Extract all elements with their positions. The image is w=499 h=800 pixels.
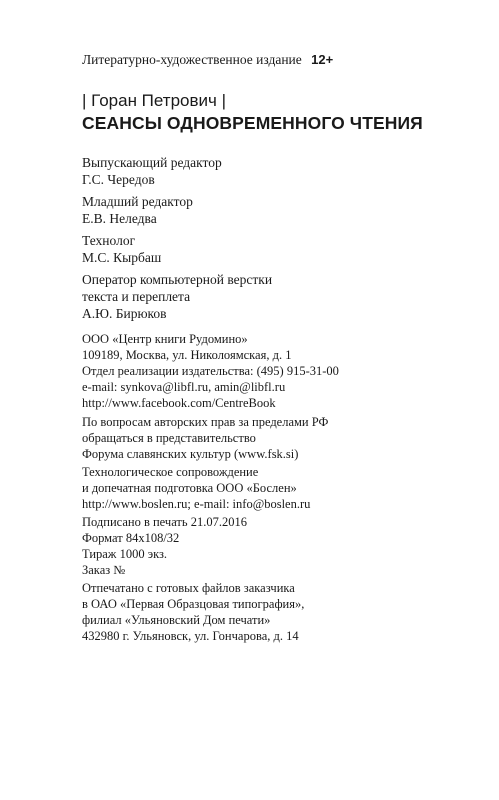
rights-line: Форума славянских культур (www.fsk.si) <box>82 447 299 461</box>
staff-role: текста и переплета <box>82 289 191 304</box>
staff-junior-editor <box>82 193 193 227</box>
staff-name: Г.С. Чередов <box>82 172 155 187</box>
print-format: Формат 84x108/32 <box>82 531 180 545</box>
staff-role: Технолог <box>82 233 136 248</box>
publisher-sales: Отдел реализации издательства: (495) 915-31-00 <box>82 364 339 378</box>
book-title: СЕАНСЫ ОДНОВРЕМЕННОГО ЧТЕНИЯ <box>82 113 423 133</box>
rights-line: обращаться в представительство <box>82 431 256 445</box>
publisher-name: ООО «Центр книги Рудомино» <box>82 332 248 346</box>
staff-executive-editor <box>82 154 222 188</box>
print-signed-date: Подписано в печать 21.07.2016 <box>82 515 247 529</box>
printing-line: в ОАО «Первая Образцовая типография», <box>82 597 305 611</box>
tech-support-line: и допечатная подготовка ООО «Бослен» <box>82 481 297 495</box>
tech-support-line: http://www.boslen.ru; e-mail: info@boslen.ru <box>82 497 311 511</box>
print-circulation: Тираж 1000 экз. <box>82 547 168 561</box>
print-order: Заказ № <box>82 563 126 577</box>
staff-technologist <box>82 232 161 266</box>
staff-role: Младший редактор <box>82 194 193 209</box>
tech-support-line: Технологическое сопровождение <box>82 465 259 479</box>
staff-layout-operator <box>82 271 272 322</box>
print-info-block <box>82 514 247 578</box>
staff-name: М.С. Кырбаш <box>82 250 162 265</box>
tech-support-block <box>82 464 310 512</box>
rights-line: По вопросам авторских прав за пределами РФ <box>82 415 329 429</box>
age-rating-badge: 12+ <box>311 52 334 67</box>
publisher-email: e-mail: synkova@libfl.ru, amin@libfl.ru <box>82 380 286 394</box>
staff-role: Оператор компьютерной верстки <box>82 272 273 287</box>
staff-name: А.Ю. Бирюков <box>82 306 167 321</box>
staff-role: Выпускающий редактор <box>82 155 222 170</box>
printing-line: 432980 г. Ульяновск, ул. Гончарова, д. 14 <box>82 629 299 643</box>
edition-type: Литературно-художественное издание <box>82 52 302 67</box>
publisher-web: http://www.facebook.com/CentreBook <box>82 396 276 410</box>
publisher-block <box>82 331 339 411</box>
staff-name: Е.В. Неледва <box>82 211 157 226</box>
rights-block <box>82 414 328 462</box>
printing-line: филиал «Ульяновский Дом печати» <box>82 613 271 627</box>
printing-line: Отпечатано с готовых файлов заказчика <box>82 581 295 595</box>
edition-line <box>82 52 333 68</box>
publisher-address: 109189, Москва, ул. Николоямская, д. 1 <box>82 348 292 362</box>
author-name: | Горан Петрович | <box>82 91 227 110</box>
printing-house-block <box>82 580 304 644</box>
